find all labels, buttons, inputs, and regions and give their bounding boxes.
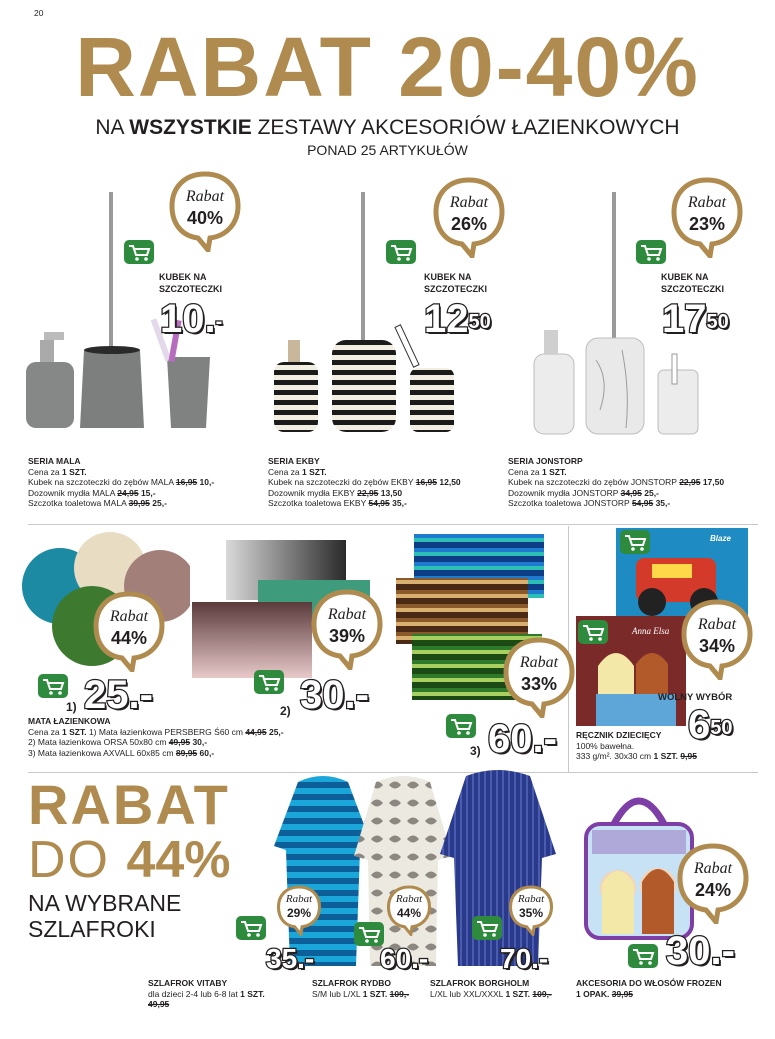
discount-badge-robe-3 (508, 884, 554, 934)
cart-icon (236, 916, 266, 940)
robes-promo-text: NA WYBRANE SZLAFROKI (28, 890, 182, 942)
price-robe-2: 60.- (380, 943, 429, 974)
discount-badge-mala (168, 170, 242, 248)
badge-value: 40% (186, 208, 224, 228)
discount-badge-mat-3 (502, 636, 576, 714)
price-mala: 10.- (160, 297, 223, 341)
headline: RABAT 20-40% (75, 20, 700, 114)
caption-mala: SERIA MALA Cena za 1 SZT. Kubek na szczoteczki do zębów MALA 16,95 10,- Dozownik mydła MALA 24,95 15,- Szczotka toaletowa MALA 39,95 25,- (28, 456, 215, 508)
discount-badge-towel (680, 598, 754, 676)
badge-value: 44% (110, 628, 148, 648)
badge-value: 23% (688, 214, 726, 234)
badge-value: 44% (396, 906, 422, 920)
badge-word: Rabat (285, 893, 313, 905)
cart-icon (636, 240, 666, 264)
discount-badge-bag (676, 842, 750, 920)
badge-value: 26% (450, 214, 488, 234)
badge-word: Rabat (185, 188, 225, 205)
robes-promo-line-2: DO 44% (28, 831, 231, 889)
price-mat-2: 30.- (300, 673, 369, 717)
cart-icon (472, 916, 502, 940)
subheadline-pre: NA (95, 116, 130, 139)
towel-print-text: Blaze (710, 534, 731, 543)
discount-badge-mat-2 (310, 588, 384, 666)
badge-word: Rabat (519, 654, 559, 671)
cart-icon (38, 674, 68, 698)
price-mat-3: 60.- (488, 717, 557, 761)
badge-word: Rabat (517, 893, 545, 905)
page-number: 20 (34, 8, 44, 18)
price-mat-1: 25.- (84, 673, 153, 717)
discount-badge-jonstorp (670, 176, 744, 254)
badge-word: Rabat (395, 893, 423, 905)
discount-badge-ekby (432, 176, 506, 254)
discount-badge-mat-1 (92, 590, 166, 668)
mat-number-2: 2) (280, 704, 291, 718)
cart-icon (446, 714, 476, 738)
mat-number-1: 1) (66, 700, 77, 714)
badge-word: Rabat (687, 194, 727, 211)
caption-jonstorp: SERIA JONSTORP Cena za 1 SZT. Kubek na szczoteczki do zębów JONSTORP 22,95 17,50 Dozownik mydła JONSTORP 34,95 25,- Szczotka toaletowa JONSTORP 54,95 35,- (508, 456, 725, 508)
badge-value: 35% (518, 906, 544, 920)
cart-icon (578, 620, 608, 644)
badge-word: Rabat (327, 606, 367, 623)
subheadline-post: ZESTAWY AKCESORIÓW ŁAZIENKOWYCH (251, 116, 680, 139)
cart-icon (620, 530, 650, 554)
caption-robe-1: SZLAFROK VITABY dla dzieci 2-4 lub 6-8 lat 1 SZT. 49,95 (148, 978, 265, 1009)
cart-icon (386, 240, 416, 264)
badge-value: 39% (328, 626, 366, 646)
product-label-mala: KUBEK NA SZCZOTECZKI (159, 272, 222, 294)
subheadline (0, 116, 775, 140)
price-towel: $6^{50}$ (688, 703, 733, 747)
badge-word: Rabat (109, 608, 149, 625)
divider-top (28, 524, 758, 525)
caption-mats: MATA ŁAZIENKOWA Cena za 1 SZT. 1) Mata łazienkowa PERSBERG Ś60 cm 44,95 25,- 2) Mata łazienkowa ORSA 50x80 cm 49,95 30,- 3) Mata łazienkowa AXVALL 60x85 cm 89,95 60,- (28, 716, 284, 758)
badge-value: 29% (286, 906, 312, 920)
caption-robe-3: SZLAFROK BORGHOLM L/XL lub XXL/XXXL 1 SZT. 109,- (430, 978, 552, 999)
discount-badge-robe-2 (386, 884, 432, 934)
badge-value: 33% (520, 674, 558, 694)
product-label-ekby: KUBEK NA SZCZOTECZKI (424, 272, 487, 294)
price-robe-3: 70.- (500, 943, 549, 974)
price-robe-1: 35.- (266, 943, 315, 974)
cart-icon (254, 670, 284, 694)
caption-ekby: SERIA EKBY Cena za 1 SZT. Kubek na szczoteczki do zębów EKBY 16,95 12,50 Dozownik mydła EKBY 22,95 13,50 Szczotka toaletowa EKBY 54,95 35,- (268, 456, 461, 508)
badge-word: Rabat (693, 860, 733, 877)
cart-icon (628, 944, 658, 968)
caption-bag: AKCESORIA DO WŁOSÓW FROZEN 1 OPAK. 39,95 (576, 978, 722, 999)
robes-promo-line-1: RABAT (28, 773, 230, 836)
price-bag: 30.- (666, 929, 735, 973)
towel-note: WOLNY WYBÓR (658, 692, 733, 703)
product-label-jonstorp: KUBEK NA SZCZOTECZKI (661, 272, 724, 294)
badge-word: Rabat (449, 194, 489, 211)
subheadline-bold: WSZYSTKIE (129, 116, 252, 139)
cart-icon (124, 240, 154, 264)
badge-word: Rabat (697, 616, 737, 633)
badge-value: 24% (694, 880, 732, 900)
price-jonstorp: $17^{50}$ (662, 297, 729, 341)
discount-badge-robe-1 (276, 884, 322, 934)
mat-number-3: 3) (470, 744, 481, 758)
subheadline-2: PONAD 25 ARTYKUŁÓW (307, 142, 468, 158)
towel-print-names: Anna Elsa (632, 626, 670, 636)
badge-value: 34% (698, 636, 736, 656)
price-ekby: $12^{50}$ (424, 297, 491, 341)
caption-towel: RĘCZNIK DZIECIĘCY 100% bawełna. 333 g/m². 30x30 cm 1 SZT. 9,95 (576, 730, 697, 761)
caption-robe-2: SZLAFROK RYDBO S/M lub L/XL 1 SZT. 109,- (312, 978, 410, 999)
